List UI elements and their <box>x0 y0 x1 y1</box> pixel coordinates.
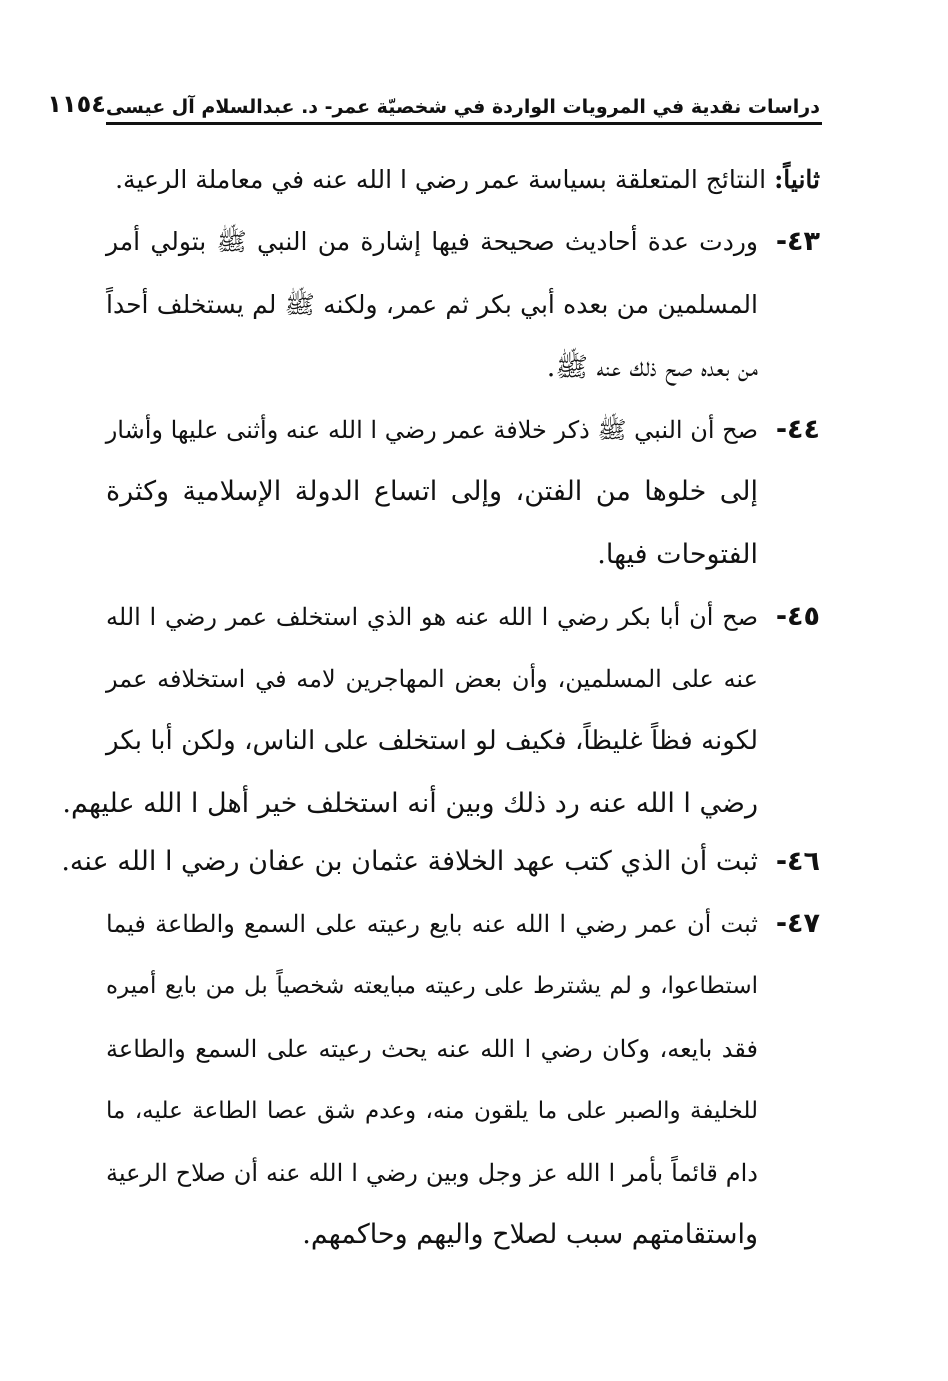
item-line: واستقامتهم سبب لصلاح واليهم وحاكمهم. <box>302 1219 758 1250</box>
item-number: ٤٥- <box>775 601 820 632</box>
item-line: المسلمين من بعده أبي بكر ثم عمر، ولكنه ﷺ لم يستخلف أحداً <box>106 290 758 319</box>
item-line: الفتوحات فيها. <box>597 539 758 570</box>
item-line: رضي ا الله عنه رد ذلك وبين أنه استخلف خير أهل ا الله عليهم. <box>62 788 758 819</box>
item-line: إلى خلوها من الفتن، وإلى اتساع الدولة الإسلامية وكثرة <box>106 476 758 507</box>
page-number: ١١٥٤ <box>47 90 106 118</box>
item-number: ٤٧- <box>775 908 820 939</box>
item-number: ٤٦- <box>775 846 820 877</box>
item-line: فقد بايعه، وكان رضي ا الله عنه يحث رعيته على السمع والطاعة <box>106 1035 758 1063</box>
item-number: ٤٤- <box>775 414 820 445</box>
item-line: عنه على المسلمين، وأن بعض المهاجرين لامه في استخلافه عمر <box>106 665 758 693</box>
item-line: استطاعوا، و لم يشترط على رعيته مبايعته شخصياً بل من بايع أميره <box>106 973 758 999</box>
item-number: ٤٣- <box>775 226 820 257</box>
item-line: صح أن النبي ﷺ ذكر خلافة عمر رضي ا الله عنه وأثنى عليها وأشار <box>105 416 758 444</box>
item-line: دام قائماً بأمر ا الله عز وجل وبين رضي ا الله عنه أن صلاح الرعية <box>106 1159 758 1187</box>
header-title: دراسات نقدية في المرويات الواردة في شخصيّة عمر- د. عبدالسلام آل عيسى <box>105 96 820 118</box>
item-line: لكونه فظاً غليظاً، فكيف لو استخلف على الناس، ولكن أبا بكر <box>106 726 758 756</box>
item-line: ثبت أن الذي كتب عهد الخلافة عثمان بن عفان رضي ا الله عنه. <box>61 846 758 877</box>
item-line: وردت عدة أحاديث صحيحة فيها إشارة من النبي ﷺ بتولي أمر <box>106 227 758 256</box>
item-line: ثبت أن عمر رضي ا الله عنه بايع رعيته على السمع والطاعة فيما <box>106 910 758 938</box>
section-label: ثانياً: <box>774 165 820 194</box>
section-text: النتائج المتعلقة بسياسة عمر رضي ا الله عنه في معاملة الرعية. <box>115 165 767 194</box>
item-line: للخليفة والصبر على ما يلقون منه، وعدم شق عصا الطاعة عليه، ما <box>106 1098 758 1124</box>
item-line: من بعده صح ذلك عنه ﷺ. <box>546 352 758 383</box>
item-line: صح أن أبا بكر رضي ا الله عنه هو الذي استخلف عمر رضي ا الله <box>106 603 758 631</box>
running-header <box>47 78 820 118</box>
header-rule <box>106 122 822 125</box>
section-heading <box>115 160 820 200</box>
